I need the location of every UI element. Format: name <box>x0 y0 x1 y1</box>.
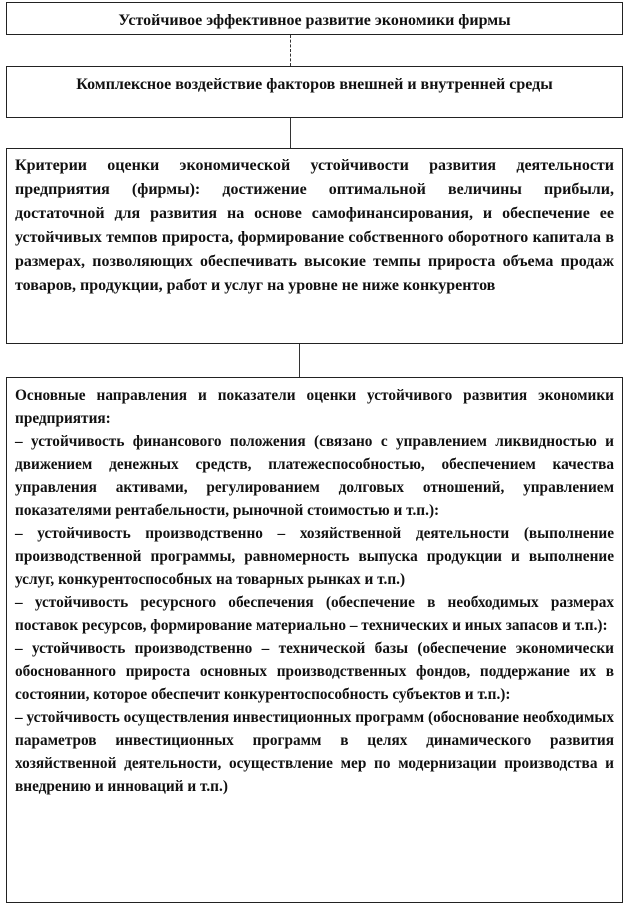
directions-box <box>6 377 623 903</box>
directions-intro: Основные направления и показатели оценки устойчивого развития экономики предприятия: <box>15 387 614 427</box>
direction-item-investment: – устойчивость осуществления инвестиционных программ (обоснование необходимых параметров инвестиционных программ в целях динамического развития хозяйственной деятельности, осуществление мер по модернизации производства и внедрению и инноваций и т.п.) <box>15 709 614 795</box>
connector-title-factors <box>290 35 291 66</box>
direction-item-resources: – устойчивость ресурсного обеспечения (обеспечение в необходимых размерах поставок ресурсов, формирование материально – технических и иных запасов и т.п.): <box>15 594 614 634</box>
title-box <box>6 2 623 35</box>
direction-item-technical-base: – устойчивость производственно – технической базы (обеспечение экономически обоснованного прироста основных производственных фондов, поддержание их в состоянии, которое обеспечит конкурентоспособность субъектов и т.п.): <box>15 640 614 703</box>
direction-item-financial: – устойчивость финансового положения (связано с управлением ликвидностью и движением денежных средств, платежеспособностью, обеспечением качества управления активами, регулированием долговых отношений, управлением показателями рентабельности, рыночной стоимостью и т.п.): <box>15 433 614 519</box>
factors-box <box>6 66 623 118</box>
factors-text: Комплексное воздействие факторов внешней и внутренней среды <box>76 76 553 93</box>
title-text: Устойчивое эффективное развитие экономики фирмы <box>118 12 511 29</box>
criteria-text: Критерии оценки экономической устойчивости развития деятельности предприятия (фирмы): достижение оптимальной величины прибыли, достаточной для развития на основе самофинансирования, и обеспечение ее устойчивых темпов прироста, формирование собственного оборотного капитала в размерах, позволяющих обеспечивать высокие темпы прироста объема продаж товаров, продукции, работ и услуг на уровне не ниже конкурентов <box>15 157 614 294</box>
connector-criteria-directions <box>299 344 300 377</box>
criteria-box <box>6 148 623 344</box>
connector-factors-criteria <box>290 118 291 148</box>
direction-item-production: – устойчивость производственно – хозяйственной деятельности (выполнение производственной программы, равномерность выпуска продукции и выполнение услуг, конкурентоспособных на товарных рынках и т.п.) <box>15 525 614 588</box>
